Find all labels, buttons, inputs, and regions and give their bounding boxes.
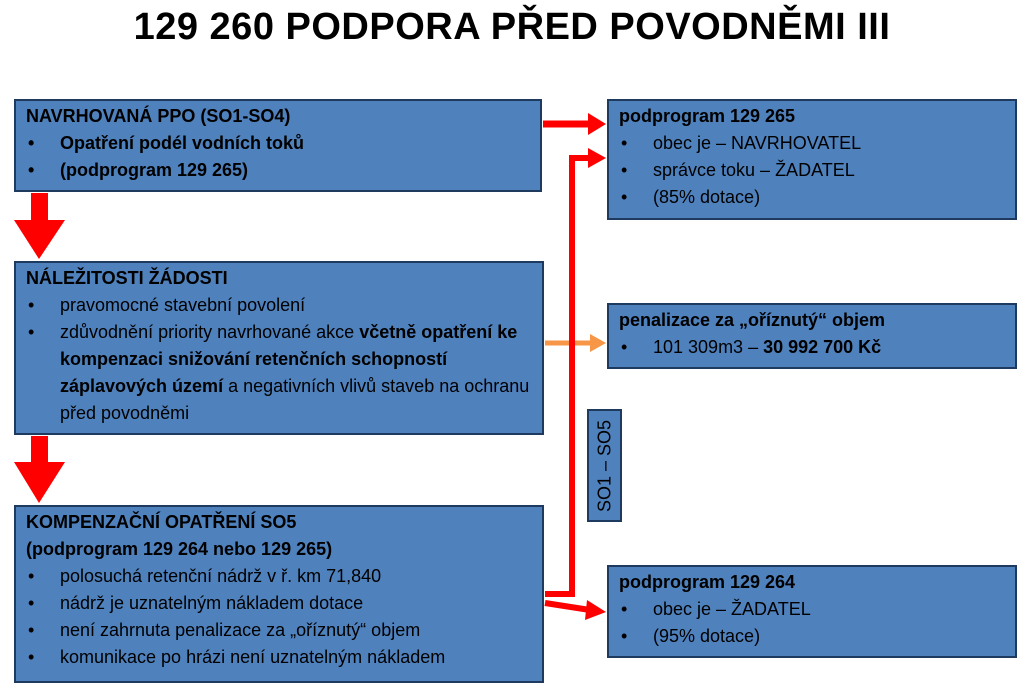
so-range-text: SO1 – SO5 bbox=[594, 419, 614, 512]
arrow-nalezitosti-to-penalizace bbox=[545, 334, 606, 352]
box-kompenzace-item: • nádrž je uznatelným nákladem dotace bbox=[26, 590, 534, 617]
box-p265-item: • obec je – NAVRHOVATEL bbox=[619, 130, 1007, 157]
box-nalezitosti-zadosti bbox=[14, 261, 544, 435]
box-p265-item: • (85% dotace) bbox=[619, 184, 1007, 211]
box-podprogram-129265 bbox=[607, 99, 1017, 220]
item-text-bold: 30 992 700 Kč bbox=[763, 337, 882, 357]
box-p264-header: podprogram 129 264 bbox=[619, 572, 796, 592]
box-ppo-item: • Opatření podél vodních toků bbox=[26, 130, 532, 157]
item-text: 101 309m3 – bbox=[653, 337, 764, 357]
arrow-ppo-to-nalezitosti bbox=[14, 193, 65, 259]
box-nalezitosti-item bbox=[26, 319, 534, 427]
box-penalizace bbox=[607, 303, 1017, 369]
box-kompenzace-subheader: (podprogram 129 264 nebo 129 265) bbox=[26, 539, 333, 559]
box-p264-item: • obec je – ŽADATEL bbox=[619, 596, 1007, 623]
so-range-label bbox=[587, 409, 622, 522]
box-kompenzace-header: KOMPENZAČNÍ OPATŘENÍ SO5 bbox=[26, 512, 297, 532]
arrow-nalezitosti-to-kompenzace bbox=[14, 436, 65, 503]
arrow-kompenzace-to-p265 bbox=[545, 148, 606, 594]
box-p265-item: • správce toku – ŽADATEL bbox=[619, 157, 1007, 184]
box-penalizace-item bbox=[619, 334, 1007, 361]
item-text: a negativních vlivů staveb na ochranu před povodněmi bbox=[60, 376, 530, 423]
arrow-kompenzace-to-p264 bbox=[545, 600, 606, 620]
box-p264-item: • (95% dotace) bbox=[619, 623, 1007, 650]
item-text: zdůvodnění priority navrhované akce bbox=[60, 322, 360, 342]
page-title: 129 260 PODPORA PŘED POVODNĚMI III bbox=[133, 6, 891, 48]
box-p265-header: podprogram 129 265 bbox=[619, 106, 796, 126]
box-kompenzace-item: • polosuchá retenční nádrž v ř. km 71,840 bbox=[26, 563, 534, 590]
box-nalezitosti-header: NÁLEŽITOSTI ŽÁDOSTI bbox=[26, 268, 228, 288]
box-ppo-header: NAVRHOVANÁ PPO (SO1-SO4) bbox=[26, 106, 291, 126]
item-text-bold: včetně opatření ke kompenzaci snižování retenčních schopností záplavových území bbox=[60, 322, 518, 396]
box-kompenzace-item: • není zahrnuta penalizace za „oříznutý“ objem bbox=[26, 617, 534, 644]
box-navrhovana-ppo bbox=[14, 99, 542, 192]
box-nalezitosti-item: • pravomocné stavební povolení bbox=[26, 292, 534, 319]
box-podprogram-129264 bbox=[607, 565, 1017, 658]
box-penalizace-header: penalizace za „oříznutý“ objem bbox=[619, 310, 886, 330]
box-ppo-item: • (podprogram 129 265) bbox=[26, 157, 532, 184]
box-kompenzace-item: • komunikace po hrázi není uznatelným nákladem bbox=[26, 644, 534, 671]
box-kompenzacni-opatreni bbox=[14, 505, 544, 683]
arrow-ppo-to-p265 bbox=[543, 113, 606, 135]
